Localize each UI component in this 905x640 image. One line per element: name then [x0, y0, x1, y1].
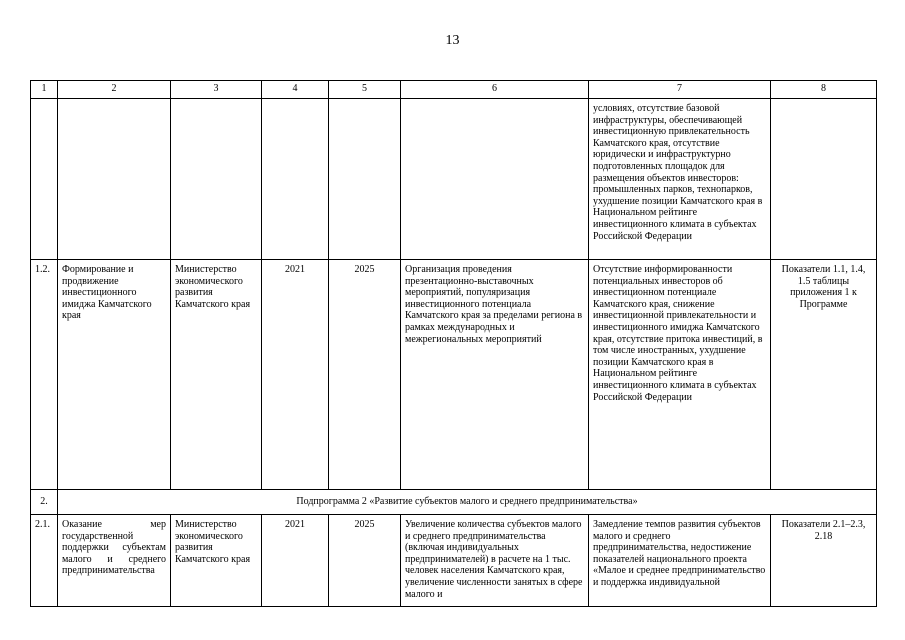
cell-empty: [329, 99, 401, 260]
cell-indicators: Показатели 2.1–2.3, 2.18: [771, 515, 877, 607]
cell-expected-result: Увеличение количества субъектов малого и среднего предпринимательства (включая индивидуальных предпринимателей) в расчете на 1 тыс. человек населения Камчатского края, увеличение численности занятых в сфере малого и: [401, 515, 589, 607]
cell-measure-name: Формирование и продвижение инвестиционного имиджа Камчатского края: [58, 260, 171, 490]
header-cell: 4: [262, 81, 329, 99]
header-cell: 5: [329, 81, 401, 99]
cell-empty: [771, 99, 877, 260]
table-row-subprogram-2: [31, 490, 877, 515]
table-row-1-2: [31, 260, 877, 490]
table-header-row: [31, 81, 877, 99]
cell-measure-name: Оказание мер государственной поддержки субъектам малого и среднего предпринимательства: [58, 515, 171, 607]
cell-empty: [171, 99, 262, 260]
header-cell: 2: [58, 81, 171, 99]
header-cell: 3: [171, 81, 262, 99]
table-row-continuation: [31, 99, 877, 260]
cell-start-year: 2021: [262, 260, 329, 490]
header-cell: 6: [401, 81, 589, 99]
cell-start-year: 2021: [262, 515, 329, 607]
cell-empty: [58, 99, 171, 260]
header-cell: 1: [31, 81, 58, 99]
table-row-2-1: [31, 515, 877, 607]
cell-consequence: условиях, отсутствие базовой инфраструктуры, обеспечивающей инвестиционную привлекательность Камчатского края, отсутствие юридически и инфраструктурно подготовленных площадок для размещения объектов инвесторов: промышленных парков, технопарков, ухудшение позиции Камчатского края в Национальном рейтинге инвестиционного климата в субъектах Российской Федерации: [589, 99, 771, 260]
cell-subprogram-title: Подпрограмма 2 «Развитие субъектов малого и среднего предпринимательства»: [58, 490, 877, 515]
cell-number: 2.1.: [31, 515, 58, 607]
cell-empty: [401, 99, 589, 260]
header-cell: 7: [589, 81, 771, 99]
cell-empty: [31, 99, 58, 260]
cell-consequence: Отсутствие информированности потенциальных инвесторов об инвестиционном потенциале Камчатского края, снижение инвестиционной привлекательности и инвестиционного имиджа Камчатского края, отсутствие притока инвестиций, в том числе иностранных, ухудшение позиции Камчатского края в Национальном рейтинге инвестиционного климата в субъектах Российской Федерации: [589, 260, 771, 490]
cell-executor: Министерство экономического развития Камчатского края: [171, 260, 262, 490]
cell-expected-result: Организация проведения презентационно-выставочных мероприятий, популяризация инвестиционного потенциала Камчатского края за пределами региона в рамках международных и межрегиональных мероприятий: [401, 260, 589, 490]
cell-executor: Министерство экономического развития Камчатского края: [171, 515, 262, 607]
page-number: 13: [445, 33, 460, 48]
cell-indicators: Показатели 1.1, 1.4, 1.5 таблицы приложения 1 к Программе: [771, 260, 877, 490]
cell-empty: [262, 99, 329, 260]
cell-end-year: 2025: [329, 260, 401, 490]
cell-consequence: Замедление темпов развития субъектов малого и среднего предпринимательства, недостижение показателей национального проекта «Малое и среднее предпринимательство и поддержка индивидуальной: [589, 515, 771, 607]
cell-number: 2.: [31, 490, 58, 515]
measures-table: [30, 80, 877, 607]
header-cell: 8: [771, 81, 877, 99]
cell-end-year: 2025: [329, 515, 401, 607]
cell-number: 1.2.: [31, 260, 58, 490]
